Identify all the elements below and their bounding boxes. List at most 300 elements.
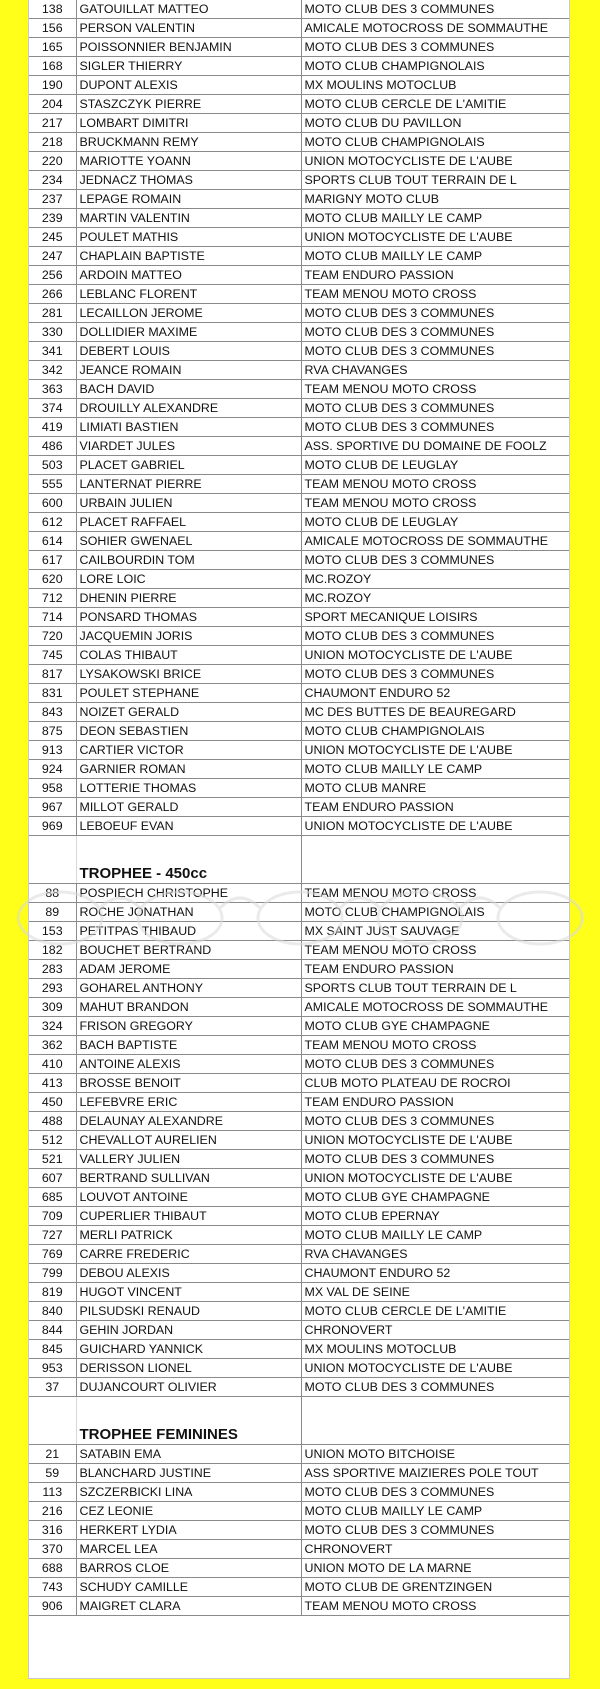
table-row [29,133,569,152]
section-header-num-cell [29,1397,76,1445]
table-row [29,1150,569,1169]
rider-club: MOTO CLUB CHAMPIGNOLAIS [301,57,569,76]
table-row [29,646,569,665]
rider-name: GARNIER ROMAN [76,760,301,779]
rider-club: MX MOULINS MOTOCLUB [301,76,569,95]
rider-number: 512 [29,1131,76,1150]
table-row [29,884,569,903]
rider-name: LANTERNAT PIERRE [76,475,301,494]
rider-number: 156 [29,19,76,38]
rider-number: 913 [29,741,76,760]
table-row [29,1340,569,1359]
rider-number: 182 [29,941,76,960]
rider-club: AMICALE MOTOCROSS DE SOMMAUTHE [301,19,569,38]
rider-club: ASS. SPORTIVE DU DOMAINE DE FOOLZ [301,437,569,456]
rider-name: LOTTERIE THOMAS [76,779,301,798]
rider-club: TEAM MENOU MOTO CROSS [301,380,569,399]
rider-number: 245 [29,228,76,247]
rider-name: GUICHARD YANNICK [76,1340,301,1359]
section-header [29,1397,569,1445]
rider-name: DELAUNAY ALEXANDRE [76,1112,301,1131]
rider-name: PONSARD THOMAS [76,608,301,627]
rider-number: 600 [29,494,76,513]
rider-name: VALLERY JULIEN [76,1150,301,1169]
rider-number: 266 [29,285,76,304]
rider-number: 875 [29,722,76,741]
rider-club: TEAM MENOU MOTO CROSS [301,941,569,960]
table-row [29,1378,569,1397]
table-row [29,1359,569,1378]
rider-name: BLANCHARD JUSTINE [76,1464,301,1483]
rider-club: AMICALE MOTOCROSS DE SOMMAUTHE [301,532,569,551]
rider-name: VIARDET JULES [76,437,301,456]
rider-number: 727 [29,1226,76,1245]
rider-club: CHAUMONT ENDURO 52 [301,1264,569,1283]
rider-name: DEON SEBASTIEN [76,722,301,741]
rider-club: MOTO CLUB GYE CHAMPAGNE [301,1017,569,1036]
rider-number: 769 [29,1245,76,1264]
table-row [29,1226,569,1245]
rider-number: 316 [29,1521,76,1540]
rider-club: UNION MOTOCYCLISTE DE L'AUBE [301,817,569,836]
rider-name: HERKERT LYDIA [76,1521,301,1540]
rider-name: NOIZET GERALD [76,703,301,722]
rider-name: MARIOTTE YOANN [76,152,301,171]
table-row [29,361,569,380]
table-row [29,57,569,76]
rider-number: 324 [29,1017,76,1036]
table-row [29,114,569,133]
rider-club: MOTO CLUB DE LEUGLAY [301,456,569,475]
rider-number: 239 [29,209,76,228]
rider-club: TEAM ENDURO PASSION [301,960,569,979]
rider-number: 712 [29,589,76,608]
rider-number: 688 [29,1559,76,1578]
table-row [29,171,569,190]
table-row [29,532,569,551]
rider-club: MOTO CLUB GYE CHAMPAGNE [301,1188,569,1207]
table-row [29,1578,569,1597]
rider-club: SPORTS CLUB TOUT TERRAIN DE L [301,171,569,190]
rider-name: MARCEL LEA [76,1540,301,1559]
table-row [29,570,569,589]
rider-name: URBAIN JULIEN [76,494,301,513]
rider-name: SCHUDY CAMILLE [76,1578,301,1597]
table-row [29,342,569,361]
rider-number: 363 [29,380,76,399]
section-title: TROPHEE FEMININES [76,1397,301,1445]
rider-number: 410 [29,1055,76,1074]
rider-club: MOTO CLUB DES 3 COMMUNES [301,399,569,418]
rider-name: DROUILLY ALEXANDRE [76,399,301,418]
rider-club: UNION MOTOCYCLISTE DE L'AUBE [301,1359,569,1378]
table-row [29,998,569,1017]
rider-number: 153 [29,922,76,941]
rider-name: CARTIER VICTOR [76,741,301,760]
rider-club: MOTO CLUB DES 3 COMMUNES [301,38,569,57]
rider-name: MILLOT GERALD [76,798,301,817]
table-row [29,722,569,741]
entry-list-sheet [28,0,570,1679]
rider-name: LYSAKOWSKI BRICE [76,665,301,684]
rider-name: BACH DAVID [76,380,301,399]
rider-name: SIGLER THIERRY [76,57,301,76]
rider-name: ADAM JEROME [76,960,301,979]
rider-number: 309 [29,998,76,1017]
rider-club: TEAM MENOU MOTO CROSS [301,884,569,903]
table-row [29,903,569,922]
rider-number: 165 [29,38,76,57]
rider-name: ROCHE JONATHAN [76,903,301,922]
rider-club: MOTO CLUB DES 3 COMMUNES [301,304,569,323]
section-header [29,836,569,884]
rider-club: MOTO CLUB DES 3 COMMUNES [301,1112,569,1131]
rider-club: ASS SPORTIVE MAIZIERES POLE TOUT [301,1464,569,1483]
rider-name: POISSONNIER BENJAMIN [76,38,301,57]
rider-name: JEDNACZ THOMAS [76,171,301,190]
rider-number: 845 [29,1340,76,1359]
table-row [29,684,569,703]
rider-name: POSPIECH CHRISTOPHE [76,884,301,903]
table-row [29,941,569,960]
table-row [29,190,569,209]
table-row [29,1502,569,1521]
rider-club: MOTO CLUB DE GRENTZINGEN [301,1578,569,1597]
rider-number: 840 [29,1302,76,1321]
rider-club: MX VAL DE SEINE [301,1283,569,1302]
table-row [29,551,569,570]
rider-club: MOTO CLUB DES 3 COMMUNES [301,0,569,19]
rider-club: MOTO CLUB MAILLY LE CAMP [301,1226,569,1245]
rider-name: DUJANCOURT OLIVIER [76,1378,301,1397]
rider-name: DERISSON LIONEL [76,1359,301,1378]
rider-number: 685 [29,1188,76,1207]
rider-name: SATABIN EMA [76,1445,301,1464]
table-row [29,1169,569,1188]
rider-name: LOMBART DIMITRI [76,114,301,133]
rider-name: LIMIATI BASTIEN [76,418,301,437]
rider-number: 220 [29,152,76,171]
rider-club: TEAM MENOU MOTO CROSS [301,285,569,304]
rider-club: MOTO CLUB MAILLY LE CAMP [301,209,569,228]
rider-club: MOTO CLUB MAILLY LE CAMP [301,247,569,266]
rider-number: 342 [29,361,76,380]
table-row [29,0,569,19]
table-row [29,1245,569,1264]
table-row [29,228,569,247]
rider-name: LORE LOIC [76,570,301,589]
rider-name: DEBERT LOUIS [76,342,301,361]
table-row [29,1559,569,1578]
rider-name: PERSON VALENTIN [76,19,301,38]
section-title: TROPHEE - 450cc [76,836,301,884]
rider-name: DOLLIDIER MAXIME [76,323,301,342]
rider-club: MOTO CLUB MAILLY LE CAMP [301,760,569,779]
section-header-club-cell [301,836,569,884]
table-row [29,741,569,760]
rider-number: 617 [29,551,76,570]
rider-club: CHAUMONT ENDURO 52 [301,684,569,703]
rider-number: 969 [29,817,76,836]
table-row [29,1264,569,1283]
rider-club: MOTO CLUB DES 3 COMMUNES [301,418,569,437]
rider-number: 844 [29,1321,76,1340]
rider-number: 21 [29,1445,76,1464]
rider-number: 88 [29,884,76,903]
rider-club: MOTO CLUB EPERNAY [301,1207,569,1226]
table-row [29,494,569,513]
rider-number: 714 [29,608,76,627]
rider-name: BROSSE BENOIT [76,1074,301,1093]
rider-club: MOTO CLUB DES 3 COMMUNES [301,323,569,342]
rider-number: 190 [29,76,76,95]
rider-number: 967 [29,798,76,817]
rider-number: 256 [29,266,76,285]
rider-number: 419 [29,418,76,437]
table-row [29,323,569,342]
table-row [29,399,569,418]
rider-name: CHEVALLOT AURELIEN [76,1131,301,1150]
table-row [29,437,569,456]
rider-club: MC.ROZOY [301,589,569,608]
rider-club: MOTO CLUB DES 3 COMMUNES [301,551,569,570]
table-row [29,1188,569,1207]
table-row [29,608,569,627]
table-row [29,1483,569,1502]
rider-name: GATOUILLAT MATTEO [76,0,301,19]
rider-number: 819 [29,1283,76,1302]
table-row [29,76,569,95]
rider-name: GOHAREL ANTHONY [76,979,301,998]
rider-club: MX SAINT JUST SAUVAGE [301,922,569,941]
rider-name: MAIGRET CLARA [76,1597,301,1616]
table-row [29,589,569,608]
rider-club: UNION MOTOCYCLISTE DE L'AUBE [301,152,569,171]
rider-name: ANTOINE ALEXIS [76,1055,301,1074]
rider-club: MX MOULINS MOTOCLUB [301,1340,569,1359]
table-row [29,513,569,532]
rider-number: 612 [29,513,76,532]
rider-name: CAILBOURDIN TOM [76,551,301,570]
table-row [29,760,569,779]
table-row [29,209,569,228]
section-header-club-cell [301,1397,569,1445]
rider-club: MOTO CLUB CERCLE DE L'AMITIE [301,1302,569,1321]
rider-number: 924 [29,760,76,779]
table-row [29,1321,569,1340]
rider-club: RVA CHAVANGES [301,1245,569,1264]
table-row [29,1074,569,1093]
rider-name: BACH BAPTISTE [76,1036,301,1055]
rider-number: 234 [29,171,76,190]
rider-club: CLUB MOTO PLATEAU DE ROCROI [301,1074,569,1093]
table-row [29,1207,569,1226]
rider-club: UNION MOTOCYCLISTE DE L'AUBE [301,1131,569,1150]
rider-name: BOUCHET BERTRAND [76,941,301,960]
rider-number: 488 [29,1112,76,1131]
rider-number: 413 [29,1074,76,1093]
table-row [29,247,569,266]
rider-club: MARIGNY MOTO CLUB [301,190,569,209]
rider-name: COLAS THIBAUT [76,646,301,665]
rider-number: 138 [29,0,76,19]
rider-name: HUGOT VINCENT [76,1283,301,1302]
rider-name: PLACET RAFFAEL [76,513,301,532]
rider-club: TEAM ENDURO PASSION [301,266,569,285]
rider-club: TEAM MENOU MOTO CROSS [301,475,569,494]
rider-name: CHAPLAIN BAPTISTE [76,247,301,266]
rider-club: UNION MOTOCYCLISTE DE L'AUBE [301,228,569,247]
table-row [29,1597,569,1616]
section-header-num-cell [29,836,76,884]
rider-number: 620 [29,570,76,589]
rider-club: MOTO CLUB CHAMPIGNOLAIS [301,722,569,741]
rider-name: CEZ LEONIE [76,1502,301,1521]
rider-name: STASZCZYK PIERRE [76,95,301,114]
rider-name: DHENIN PIERRE [76,589,301,608]
rider-club: UNION MOTOCYCLISTE DE L'AUBE [301,741,569,760]
rider-number: 218 [29,133,76,152]
rider-name: POULET STEPHANE [76,684,301,703]
table-row [29,1445,569,1464]
table-row [29,779,569,798]
rider-club: MOTO CLUB MANRE [301,779,569,798]
table-row [29,1055,569,1074]
rider-club: MOTO CLUB DES 3 COMMUNES [301,1521,569,1540]
rider-number: 59 [29,1464,76,1483]
rider-club: TEAM ENDURO PASSION [301,1093,569,1112]
rider-number: 341 [29,342,76,361]
rider-number: 362 [29,1036,76,1055]
rider-club: MOTO CLUB DES 3 COMMUNES [301,1055,569,1074]
rider-club: MC DES BUTTES DE BEAUREGARD [301,703,569,722]
rider-number: 720 [29,627,76,646]
rider-name: GEHIN JORDAN [76,1321,301,1340]
rider-number: 743 [29,1578,76,1597]
table-row [29,38,569,57]
rider-number: 799 [29,1264,76,1283]
rider-club: CHRONOVERT [301,1540,569,1559]
table-row [29,418,569,437]
rider-name: PETITPAS THIBAUD [76,922,301,941]
table-row [29,1017,569,1036]
rider-number: 370 [29,1540,76,1559]
rider-club: TEAM MENOU MOTO CROSS [301,494,569,513]
rider-name: DUPONT ALEXIS [76,76,301,95]
rider-club: UNION MOTO BITCHOISE [301,1445,569,1464]
rider-club: SPORT MECANIQUE LOISIRS [301,608,569,627]
rider-club: TEAM MENOU MOTO CROSS [301,1036,569,1055]
rider-number: 745 [29,646,76,665]
rider-number: 953 [29,1359,76,1378]
rider-number: 204 [29,95,76,114]
table-row [29,1112,569,1131]
rider-number: 113 [29,1483,76,1502]
entry-list-table [29,0,569,1616]
rider-name: LEBOEUF EVAN [76,817,301,836]
rider-number: 330 [29,323,76,342]
rider-number: 958 [29,779,76,798]
rider-number: 709 [29,1207,76,1226]
rider-name: LEBLANC FLORENT [76,285,301,304]
rider-club: MOTO CLUB DES 3 COMMUNES [301,342,569,361]
rider-name: MARTIN VALENTIN [76,209,301,228]
rider-number: 607 [29,1169,76,1188]
rider-number: 37 [29,1378,76,1397]
rider-number: 555 [29,475,76,494]
rider-club: MOTO CLUB DES 3 COMMUNES [301,1483,569,1502]
rider-name: JACQUEMIN JORIS [76,627,301,646]
rider-name: BERTRAND SULLIVAN [76,1169,301,1188]
rider-number: 521 [29,1150,76,1169]
rider-number: 283 [29,960,76,979]
table-row [29,456,569,475]
rider-name: PILSUDSKI RENAUD [76,1302,301,1321]
rider-name: MERLI PATRICK [76,1226,301,1245]
rider-club: MOTO CLUB DU PAVILLON [301,114,569,133]
table-row [29,798,569,817]
rider-name: LEFEBVRE ERIC [76,1093,301,1112]
table-row [29,1283,569,1302]
rider-club: MOTO CLUB DES 3 COMMUNES [301,627,569,646]
rider-club: RVA CHAVANGES [301,361,569,380]
rider-number: 831 [29,684,76,703]
table-row [29,960,569,979]
rider-name: FRISON GREGORY [76,1017,301,1036]
rider-club: AMICALE MOTOCROSS DE SOMMAUTHE [301,998,569,1017]
rider-name: PLACET GABRIEL [76,456,301,475]
rider-club: MOTO CLUB DE LEUGLAY [301,513,569,532]
table-row [29,817,569,836]
rider-club: MOTO CLUB CERCLE DE L'AMITIE [301,95,569,114]
table-row [29,979,569,998]
rider-number: 293 [29,979,76,998]
rider-number: 89 [29,903,76,922]
rider-number: 237 [29,190,76,209]
rider-name: POULET MATHIS [76,228,301,247]
table-row [29,627,569,646]
table-row [29,1036,569,1055]
rider-name: JEANCE ROMAIN [76,361,301,380]
rider-number: 374 [29,399,76,418]
rider-name: CUPERLIER THIBAUT [76,1207,301,1226]
rider-name: CARRE FREDERIC [76,1245,301,1264]
rider-name: SOHIER GWENAEL [76,532,301,551]
rider-club: MOTO CLUB DES 3 COMMUNES [301,665,569,684]
rider-club: MOTO CLUB MAILLY LE CAMP [301,1502,569,1521]
rider-number: 906 [29,1597,76,1616]
rider-club: UNION MOTOCYCLISTE DE L'AUBE [301,1169,569,1188]
table-row [29,665,569,684]
rider-number: 503 [29,456,76,475]
table-row [29,1131,569,1150]
table-row [29,703,569,722]
rider-name: LOUVOT ANTOINE [76,1188,301,1207]
rider-club: MOTO CLUB DES 3 COMMUNES [301,1378,569,1397]
rider-number: 614 [29,532,76,551]
rider-club: SPORTS CLUB TOUT TERRAIN DE L [301,979,569,998]
rider-number: 843 [29,703,76,722]
table-row [29,1521,569,1540]
rider-number: 281 [29,304,76,323]
rider-number: 450 [29,1093,76,1112]
table-row [29,1302,569,1321]
rider-number: 217 [29,114,76,133]
table-row [29,380,569,399]
rider-club: TEAM ENDURO PASSION [301,798,569,817]
rider-number: 817 [29,665,76,684]
rider-club: MOTO CLUB DES 3 COMMUNES [301,1150,569,1169]
